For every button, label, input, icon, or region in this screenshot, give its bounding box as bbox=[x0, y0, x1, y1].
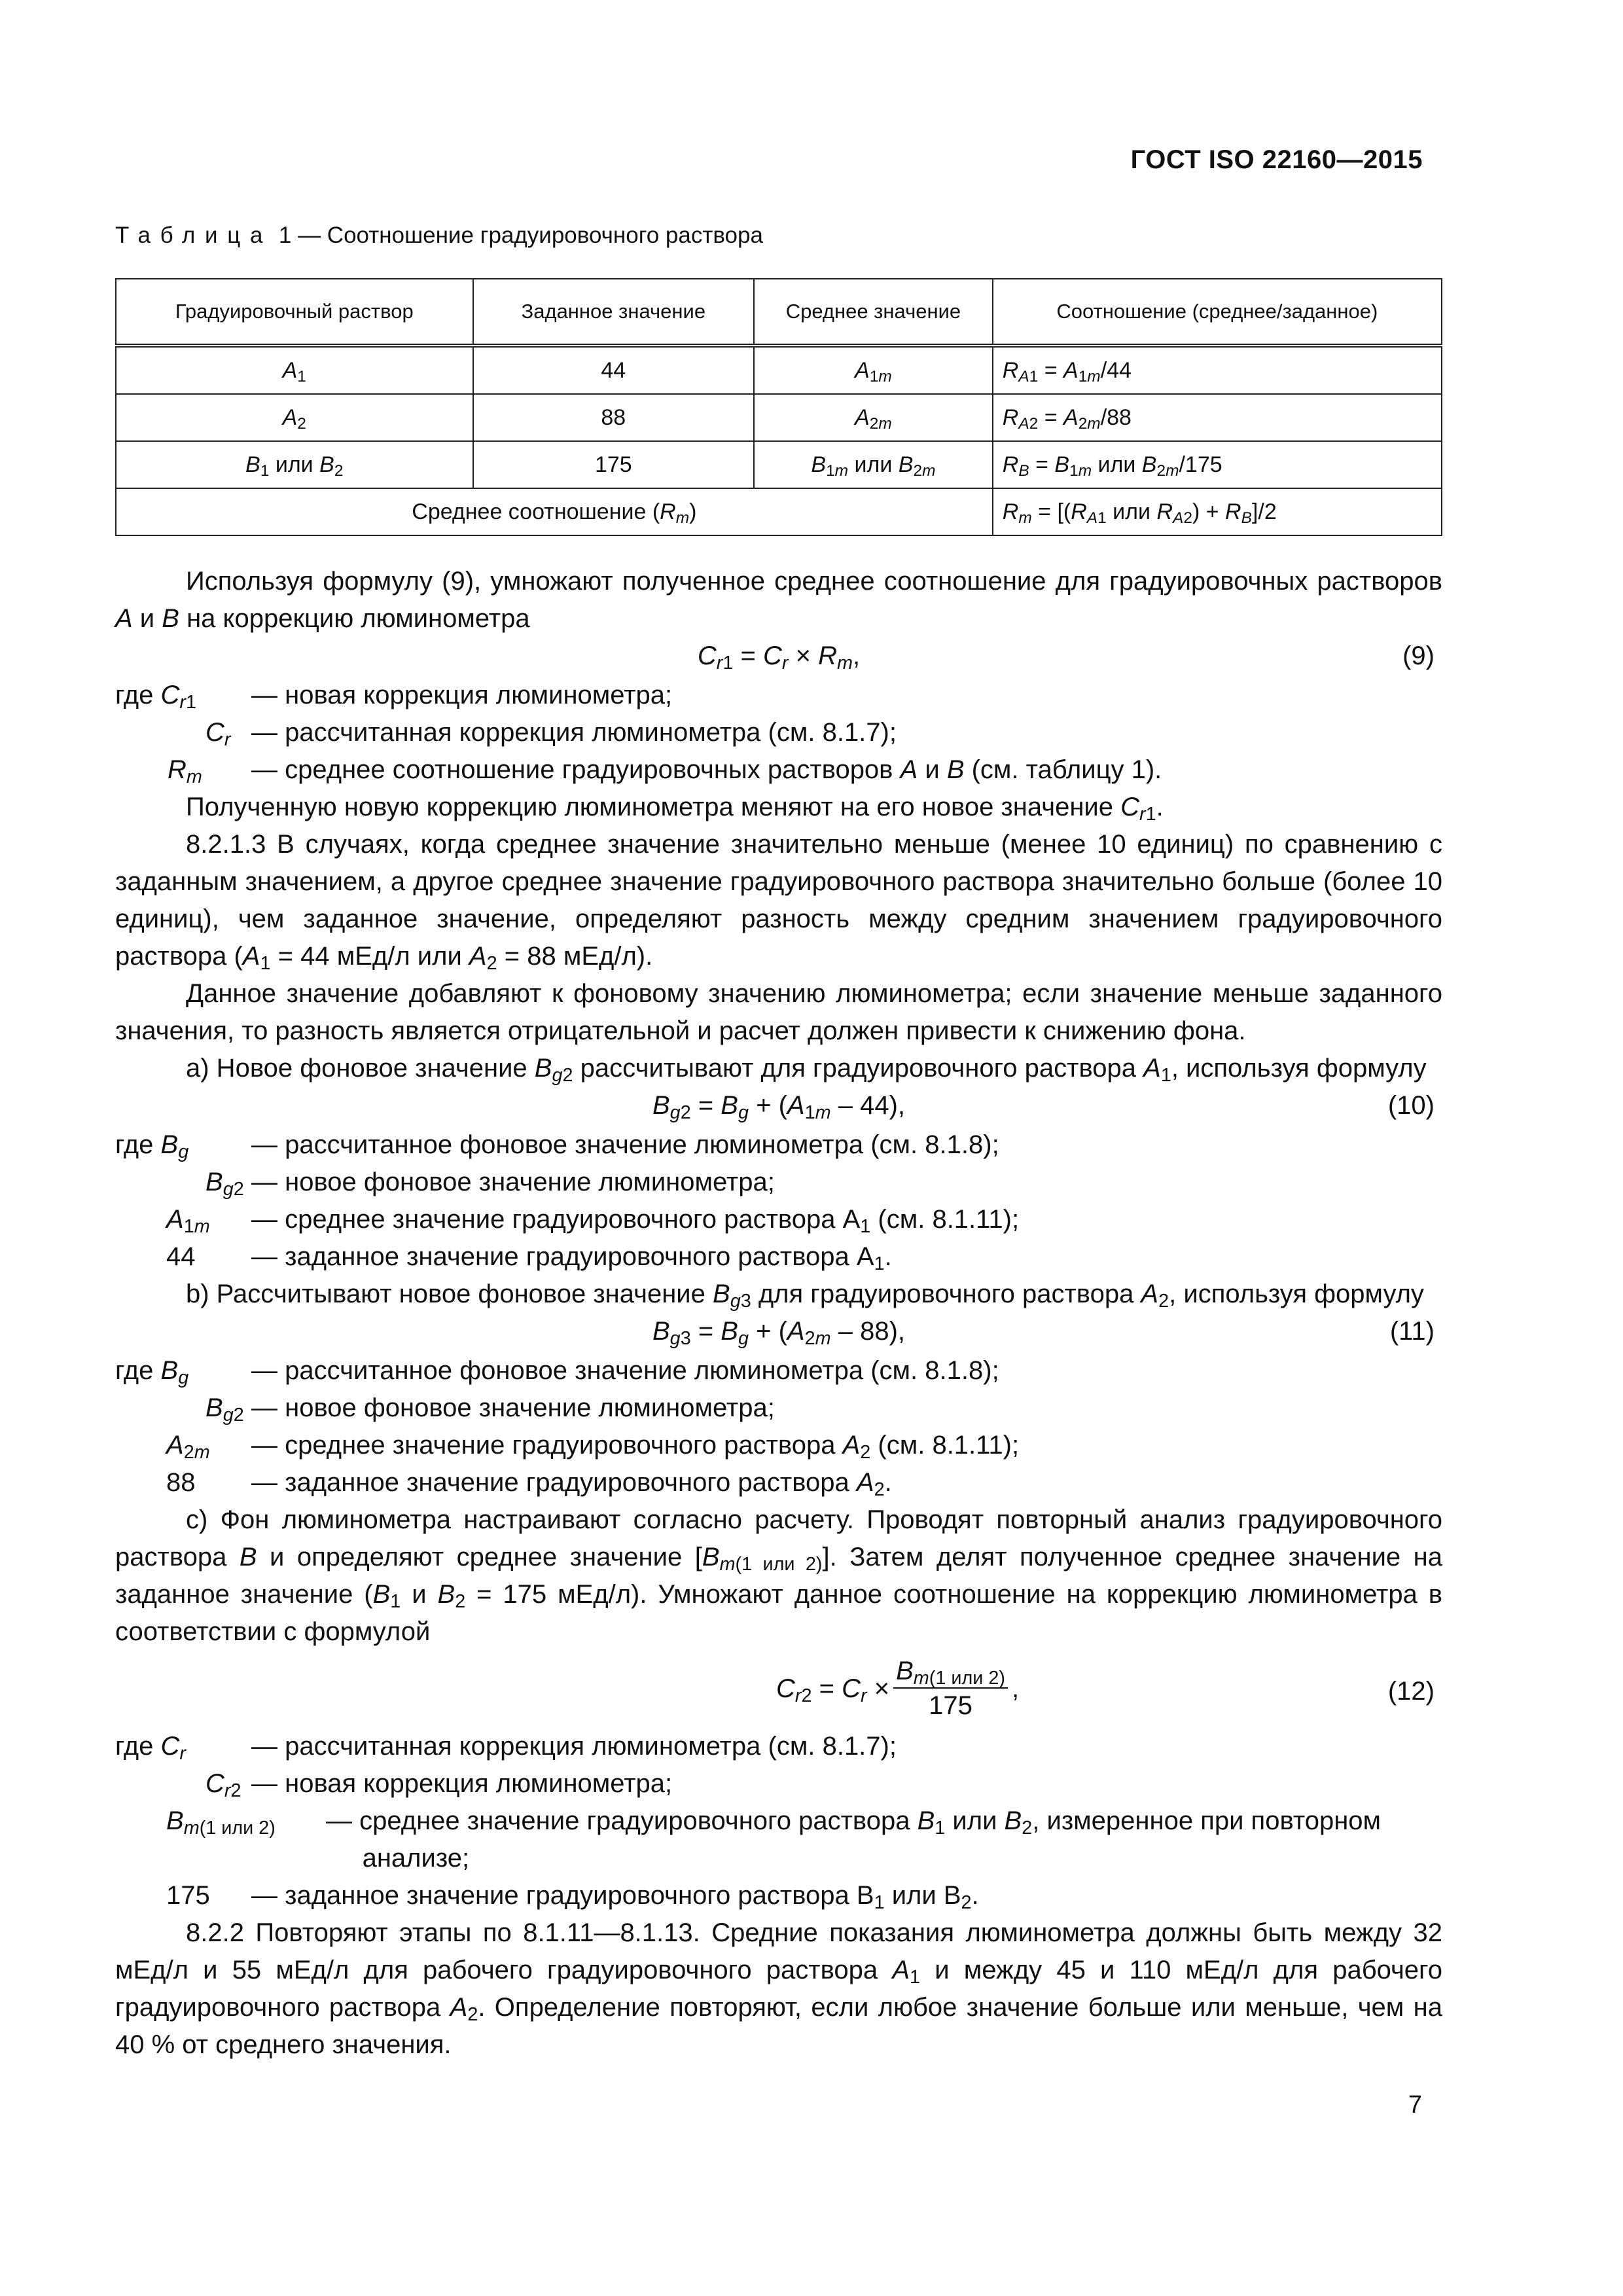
where-description: — рассчитанное фоновое значение люминометра (см. 8.1.8); bbox=[251, 1356, 999, 1385]
where-symbol: 175 bbox=[166, 1881, 210, 1910]
where-description: — заданное значение градуировочного раствора $A_2$. bbox=[251, 1468, 892, 1501]
where-description: — среднее значение градуировочного раствора $B_1$ или $B_2$, измеренное при повторном анализе; bbox=[326, 1806, 1382, 1873]
where-item bbox=[115, 1126, 1442, 1164]
table-cell-solution: $B_1$ или $B_2$ bbox=[116, 441, 473, 488]
table-row bbox=[116, 441, 1442, 488]
table-cell-mean: $A_{1m}$ bbox=[754, 346, 993, 394]
table-summary-label: Среднее соотношение $(R_m)$ bbox=[116, 488, 993, 535]
table-row bbox=[116, 346, 1442, 394]
paragraph: 8.2.1.3 В случаях, когда среднее значение значительно меньше (менее 10 единиц) по сравнению с заданным значением, а другое среднее значение градуировочного раствора значительно больше (более 10 единиц), чем заданное значение, определяют разность между средним значением градуировочного раствора ($A_1 = 44$ мЕд/л или $A_2 = 88$ мЕд/л). bbox=[115, 830, 1442, 975]
where-description: — новая коррекция люминометра; bbox=[251, 1769, 673, 1798]
table-cell-ratio: $R_{A1} = A_{1m}/44$ bbox=[993, 346, 1442, 394]
paragraph: a) Новое фоновое значение $B_{g2}$ рассчитывают для градуировочного раствора $A_1$, используя формулу bbox=[186, 1054, 1427, 1086]
where-item bbox=[115, 1728, 1442, 1765]
where-description: — новая коррекция люминометра; bbox=[251, 681, 673, 709]
where-item bbox=[115, 1765, 1442, 1803]
where-symbol: $C_r$ bbox=[205, 718, 231, 751]
where-symbol: 44 bbox=[166, 1242, 196, 1271]
table-caption-title: — Соотношение градуировочного раствора bbox=[298, 223, 763, 248]
where-symbol: где $B_g$ bbox=[115, 1130, 189, 1163]
paragraph: Полученную новую коррекцию люминометра меняют на его новое значение $C_{r1}$. bbox=[186, 793, 1164, 825]
fraction-denominator: 175 bbox=[929, 1691, 972, 1720]
table-caption-label: Таблица bbox=[115, 223, 273, 248]
table-caption bbox=[115, 223, 763, 249]
formula-10 bbox=[115, 1087, 1442, 1126]
table-cell-target: 175 bbox=[473, 441, 755, 488]
table-caption-number: 1 bbox=[278, 223, 292, 248]
table-header-cell: Заданное значение bbox=[473, 279, 755, 346]
formula-number: (12) bbox=[1387, 1677, 1435, 1706]
where-item bbox=[115, 1238, 1442, 1276]
table-row bbox=[116, 394, 1442, 441]
where-item bbox=[115, 1352, 1442, 1390]
where-description: — среднее значение градуировочного раствора $A_2$ (см. 8.1.11); bbox=[251, 1431, 1020, 1463]
where-symbol: 88 bbox=[166, 1468, 196, 1497]
where-item bbox=[115, 1201, 1442, 1238]
where-symbol: $B_{g2}$ bbox=[205, 1168, 244, 1200]
formula-expression: $B_{g3} = B_g + (A_{2m} - 88)$, bbox=[652, 1317, 906, 1350]
where-item bbox=[115, 1164, 1442, 1201]
where-description: — рассчитанное фоновое значение люминометра (см. 8.1.8); bbox=[251, 1130, 999, 1159]
where-symbol: $C_{r2}$ bbox=[205, 1769, 241, 1802]
formula-number: (11) bbox=[1389, 1317, 1435, 1346]
where-description: — новое фоновое значение люминометра; bbox=[251, 1393, 775, 1422]
paragraph: Данное значение добавляют к фоновому значению люминометра; если значение меньше заданного значения, то разность является отрицательной и расчет должен привести к снижению фона. bbox=[115, 979, 1442, 1045]
where-description: — новое фоновое значение люминометра; bbox=[251, 1168, 775, 1196]
where-description: — заданное значение градуировочного раствора $B_1$ или $B_2$. bbox=[251, 1881, 979, 1914]
page-number: 7 bbox=[1408, 2091, 1422, 2119]
paragraph: 8.2.2 Повторяют этапы по 8.1.11—8.1.13. Средние показания люминометра должны быть между 32 мЕд/л и 55 мЕд/л для рабочего градуировочного раствора $A_1$ и между 45 и 110 мЕд/л для рабочего градуировочного раствора $A_2$. Определение повторяют, если любое значение больше или меньше, чем на 40 % от среднего значения. bbox=[115, 1918, 1443, 2059]
table-header-cell: Среднее значение bbox=[754, 279, 993, 346]
body-text bbox=[115, 563, 1442, 2064]
formula-expression: $C_{r1} = C_r \times R_m$, bbox=[697, 641, 861, 674]
where-description: — среднее значение градуировочного раствора $A_1$ (см. 8.1.11); bbox=[251, 1205, 1020, 1238]
table-cell-mean: $A_{2m}$ bbox=[754, 394, 993, 441]
table-cell-mean: $B_{1m}$ или $B_{2m}$ bbox=[754, 441, 993, 488]
formula-12 bbox=[115, 1651, 1442, 1728]
where-symbol: $B_{m(1 или 2)}$ bbox=[166, 1806, 276, 1839]
table-header-cell: Градуировочный раствор bbox=[116, 279, 473, 346]
where-item bbox=[115, 677, 1442, 714]
where-symbol: $A_{2m}$ bbox=[166, 1431, 210, 1463]
formula-11 bbox=[115, 1313, 1442, 1352]
where-item bbox=[115, 1464, 1442, 1501]
where-symbol: $A_{1m}$ bbox=[166, 1205, 210, 1238]
where-description: — заданное значение градуировочного раствора $A_1$. bbox=[251, 1242, 892, 1275]
table-summary-formula: $R_m = [(R_{A1}$ или $R_{A2}) + R_B]/2$ bbox=[993, 488, 1442, 535]
table-cell-target: 44 bbox=[473, 346, 755, 394]
where-item bbox=[115, 1803, 1442, 1877]
formula-9 bbox=[115, 637, 1442, 677]
formula-number: (10) bbox=[1387, 1091, 1435, 1120]
document-id-header: ГОСТ ISO 22160—2015 bbox=[1130, 145, 1423, 174]
where-item bbox=[115, 714, 1442, 751]
table-cell-ratio: $R_B = B_{1m}$ или $B_{2m}/175$ bbox=[993, 441, 1442, 488]
table-summary-row bbox=[116, 488, 1442, 535]
where-description: — рассчитанная коррекция люминометра (см. 8.1.7); bbox=[251, 718, 897, 747]
where-item bbox=[115, 1427, 1442, 1464]
table-cell-solution: $A_2$ bbox=[116, 394, 473, 441]
where-symbol: $B_{g2}$ bbox=[205, 1393, 244, 1426]
calibration-ratio-table bbox=[115, 278, 1442, 536]
table-cell-ratio: $R_{A2} = A_{2m}/88$ bbox=[993, 394, 1442, 441]
paragraph: c) Фон люминометра настраивают согласно расчету. Проводят повторный анализ градуировочного раствора B и определяют среднее значение $[B_{m(1 или 2)}]$. Затем делят полученное среднее значение на заданное значение ($B_1$ и $B_2 = 175$ мЕд/л). Умножают данное соотношение на коррекцию люминометра в соответствии с формулой bbox=[115, 1505, 1443, 1646]
paragraph: Используя формулу (9), умножают полученное среднее соотношение для градуировочных растворов A и B на коррекцию люминометра bbox=[115, 567, 1442, 633]
where-item bbox=[115, 1877, 1442, 1914]
where-item bbox=[115, 1390, 1442, 1427]
table-header-cell: Соотношение (среднее/заданное) bbox=[993, 279, 1442, 346]
where-description: — рассчитанная коррекция люминометра (см. 8.1.7); bbox=[251, 1732, 897, 1761]
formula-expression: $B_{g2} = B_g + (A_{1m} - 44)$, bbox=[652, 1091, 906, 1124]
where-description: — среднее соотношение градуировочных растворов A и B (см. таблицу 1). bbox=[251, 755, 1162, 784]
paragraph: b) Рассчитывают новое фоновое значение $B_{g3}$ для градуировочного раствора $A_2$, используя формулу bbox=[186, 1280, 1424, 1312]
where-symbol: где $C_{r1}$ bbox=[115, 681, 197, 713]
where-symbol: $R_m$ bbox=[168, 755, 202, 788]
where-symbol: где $C_r$ bbox=[115, 1732, 186, 1765]
table-cell-target: 88 bbox=[473, 394, 755, 441]
formula-fraction bbox=[893, 1655, 1008, 1723]
where-item bbox=[115, 751, 1442, 789]
fraction-numerator: $B_{m(1 или 2)}$ bbox=[893, 1655, 1008, 1689]
where-symbol: где $B_g$ bbox=[115, 1356, 189, 1389]
table-header-row bbox=[116, 279, 1442, 346]
table-cell-solution: $A_1$ bbox=[116, 346, 473, 394]
formula-expression: $C_{r2} = C_r$ × $\frac{B_{m(1 или 2)}}{175}$ , bbox=[776, 1655, 1019, 1723]
formula-number: (9) bbox=[1402, 641, 1435, 670]
